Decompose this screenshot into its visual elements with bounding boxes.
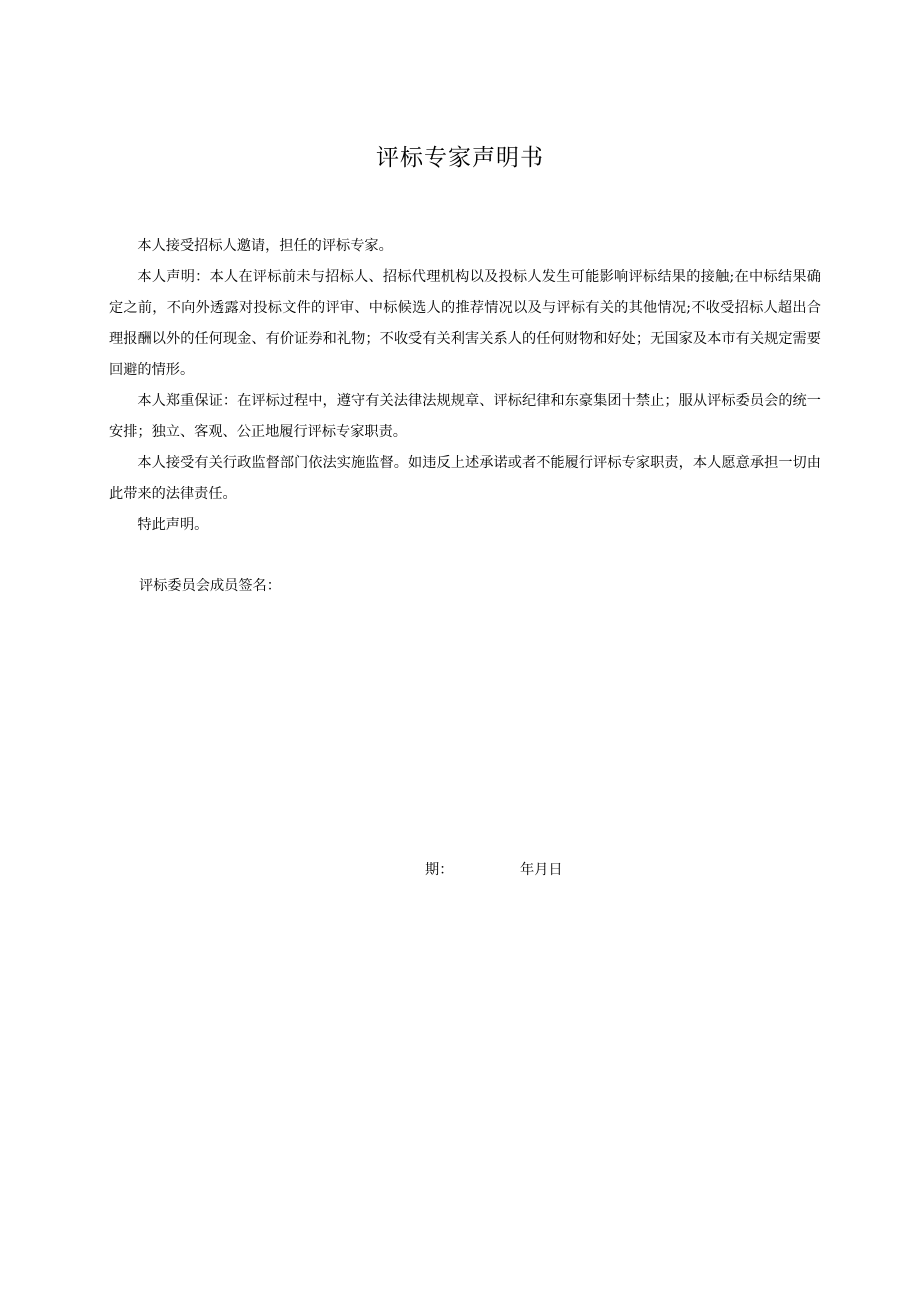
paragraph-invitation: 本人接受招标人邀请，担任的评标专家。 xyxy=(137,238,393,254)
document-title: 评标专家声明书 xyxy=(376,145,544,171)
paragraph-guarantee: 本人郑重保证：在评标过程中，遵守有关法律法规规章、评标纪律和东豪集团十禁止；服从评标委员会的统一安排；独立、客观、公正地履行评标专家职责。 xyxy=(109,393,821,440)
document-body xyxy=(109,231,821,541)
date-row xyxy=(0,855,920,886)
paragraph-declaration: 本人声明：本人在评标前未与招标人、招标代理机构以及投标人发生可能影响评标结果的接触;在中标结果确定之前，不向外透露对投标文件的评审、中标候选人的推荐情况以及与评标有关的其他情况;不收受招标人超出合理报酬以外的任何现金、有价证券和礼物；不收受有关利害关系人的任何财物和好处；无国家及本市有关规定需要回避的情形。 xyxy=(109,269,821,378)
paragraph-closing: 特此声明。 xyxy=(137,517,209,533)
paragraph-supervision: 本人接受有关行政监督部门依法实施监督。如违反上述承诺或者不能履行评标专家职责，本人愿意承担一切由此带来的法律责任。 xyxy=(109,455,821,502)
signature-label: 评标委员会成员签名： xyxy=(139,578,281,594)
date-label: 期： xyxy=(425,862,454,878)
date-value: 年月日 xyxy=(520,862,563,878)
